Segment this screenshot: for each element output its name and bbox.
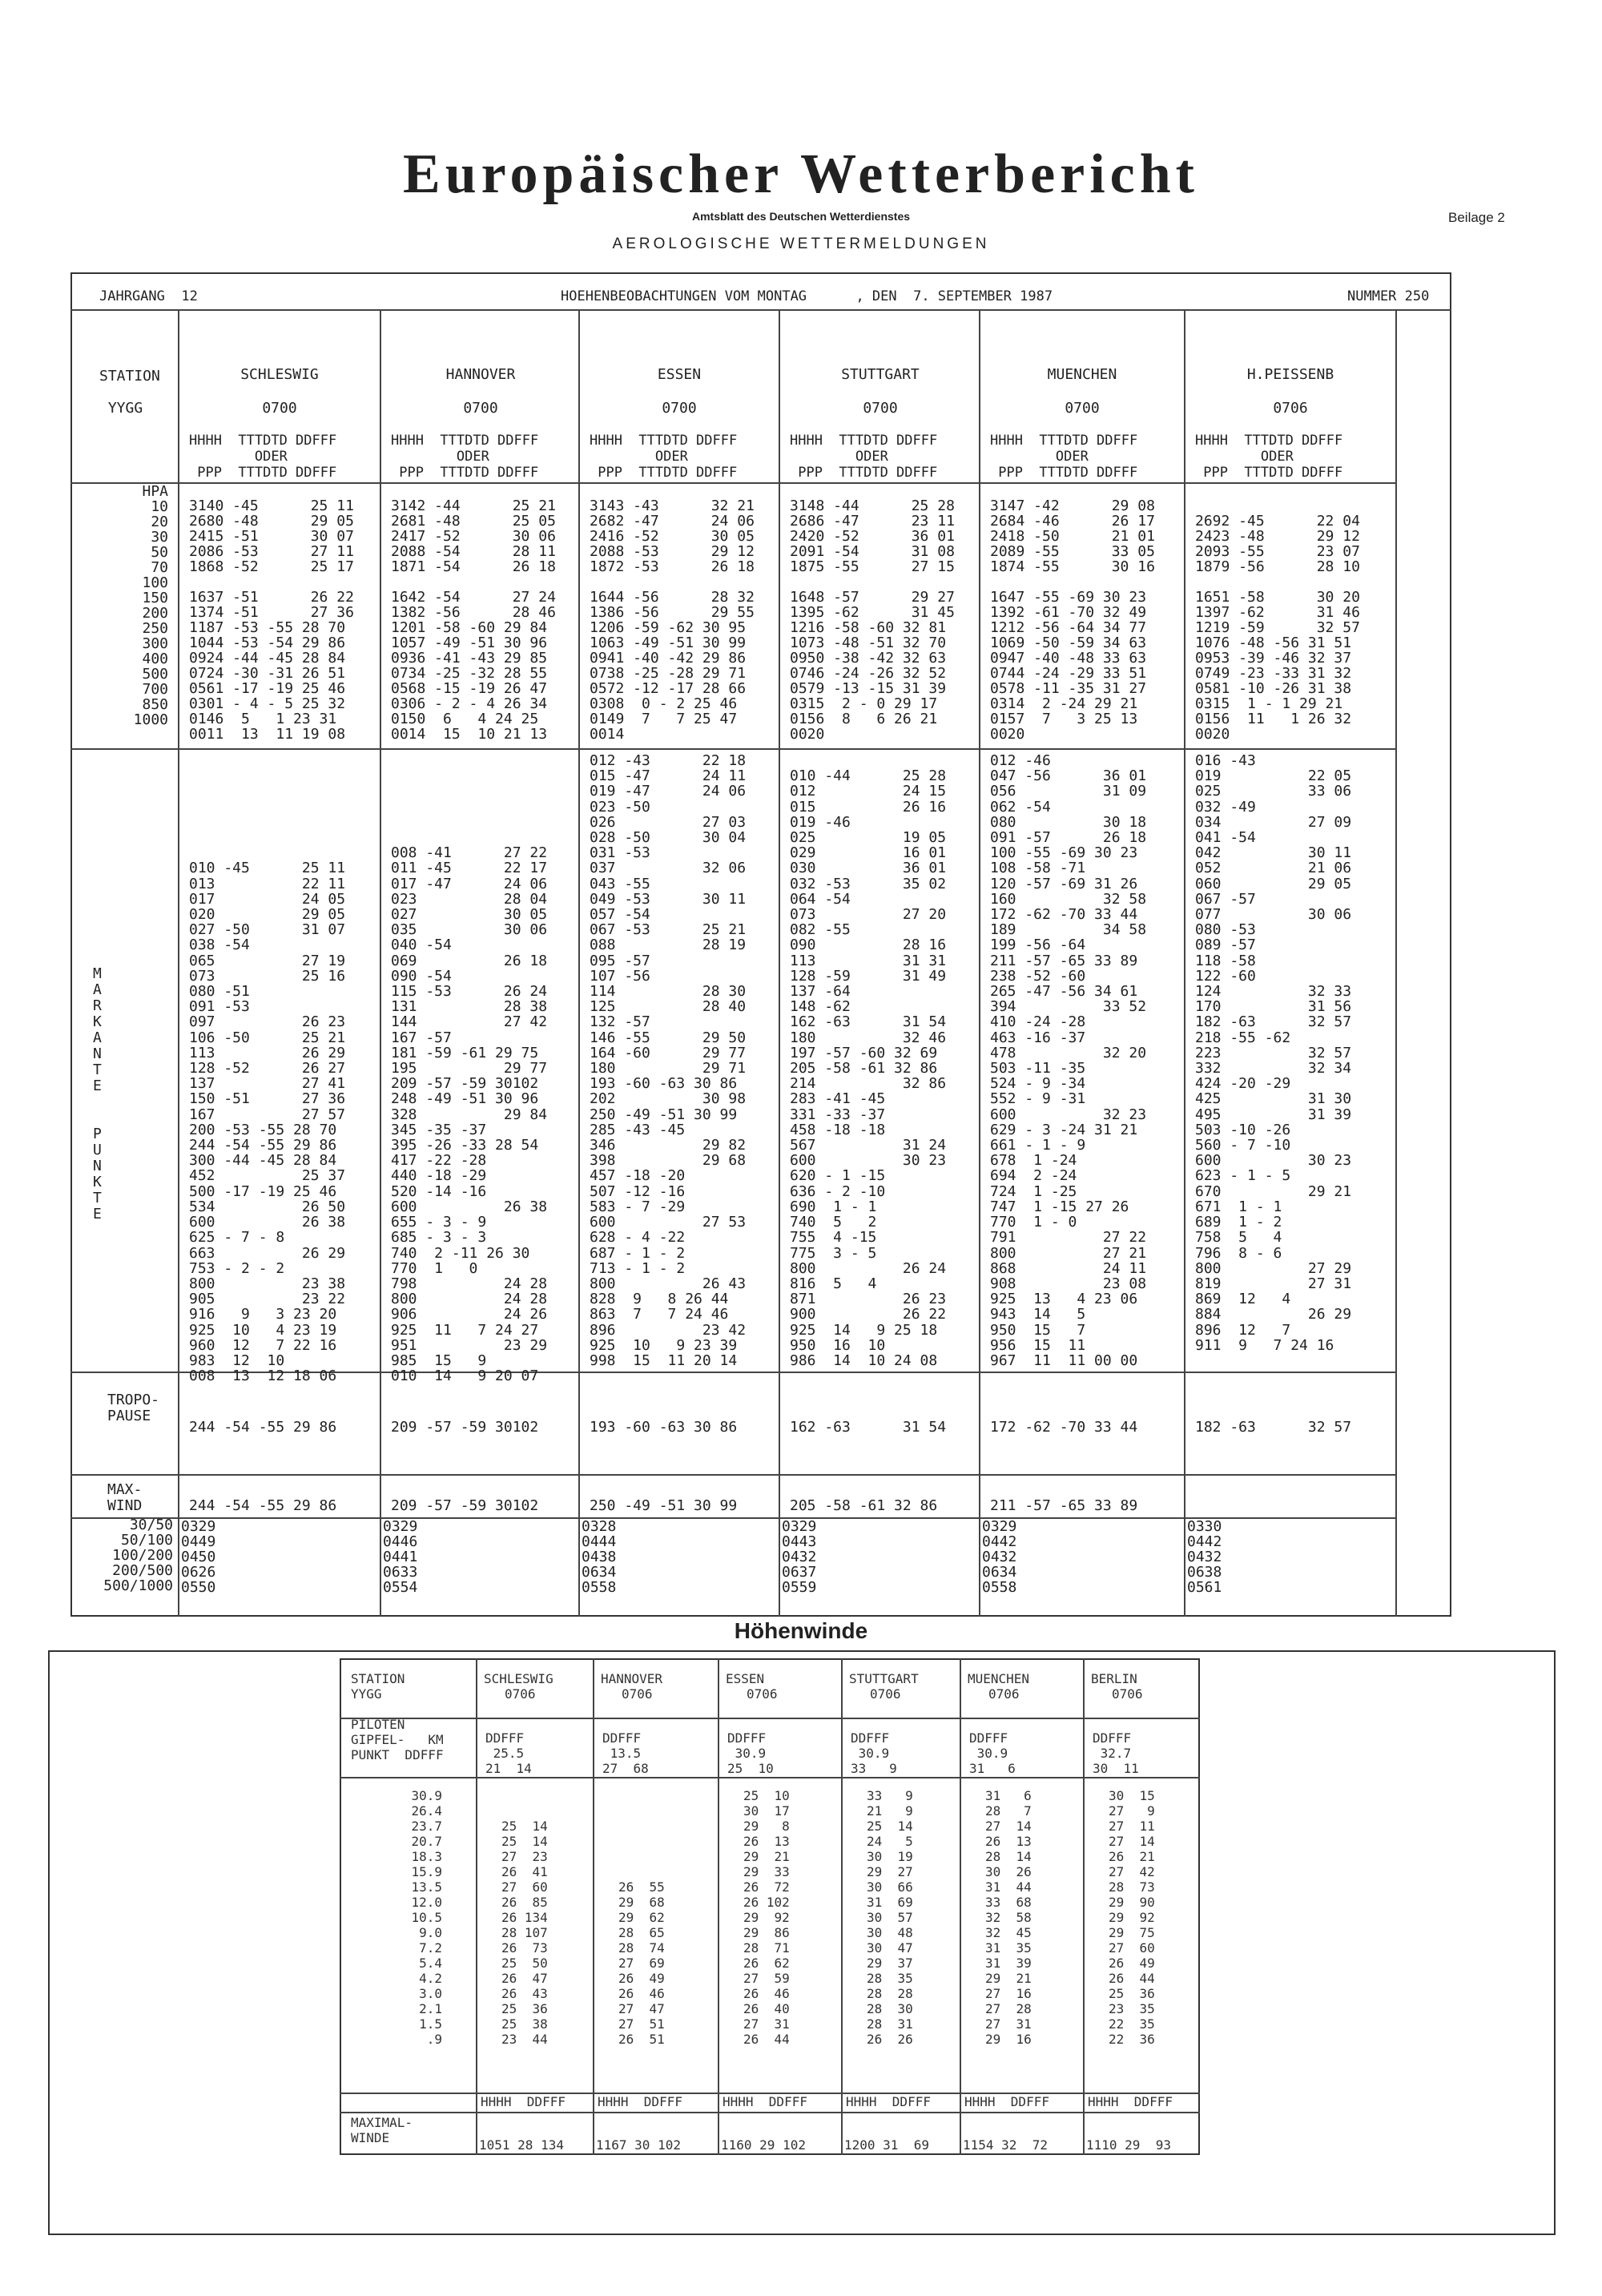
standard-levels: 3148 -44 25 28 2686 -47 23 11 2420 -52 36 01 2091 -54 31 08 1875 -55 27 15 1648 -57 29 27 1395 -62 31 45 1216 -58 -60 32 81 1073 -48 -51 32 70 0950 -38 -42 32 63 0746 -24 -26 32 52 0579 -13 -15 31 39 0315 2 - 0 29 17 0156 8 6 26 21 0020	[790, 497, 955, 743]
station-time: 0700	[262, 400, 297, 417]
hw-station-time: 0706	[622, 1686, 653, 1702]
shear-labels: 30/50 50/100 100/200 200/500 500/1000	[103, 1517, 173, 1594]
hw-gipfel: DDFFF 13.5 27 68	[602, 1730, 649, 1776]
hw-station-time: 0706	[747, 1686, 778, 1702]
hw-maxwind-header: HHHH DDFFF	[481, 2094, 566, 2109]
beilage-label: Beilage 2	[1448, 210, 1505, 225]
station-time: 0706	[1273, 400, 1308, 417]
hpa-levels: HPA 10 20 30 50 70 100 150 200 250 300 400 500 700 850 1000	[133, 483, 168, 728]
column-header: HHHH TTTDTD DDFFF ODER PPP TTTDTD DDFFF	[391, 433, 539, 481]
column-header: HHHH TTTDTD DDFFF ODER PPP TTTDTD DDFFF	[990, 433, 1138, 481]
jahrgang: JAHRGANG 12	[99, 288, 198, 304]
hw-values: 25 10 30 17 29 8 26 13 29 21 29 33 26 72 26 102 29 92 29 86 28 71 26 62 27 59 26 46 26 40 27 31 26 44	[743, 1788, 790, 2047]
hw-station-name: ESSEN	[726, 1671, 765, 1686]
hw-heights: 30.9 26.4 23.7 20.7 18.3 15.9 13.5 12.0 10.5 9.0 7.2 5.4 4.2 3.0 2.1 1.5 .9	[411, 1788, 442, 2047]
maxwind-values: 209 -57 -59 30102	[391, 1497, 539, 1514]
issue-number: NUMMER 250	[1347, 288, 1430, 304]
hw-maxwind-header: HHHH DDFFF	[846, 2094, 931, 2109]
hw-station-name: STUTTGART	[849, 1671, 919, 1686]
section-title: AEROLOGISCHE WETTERMELDUNGEN	[612, 236, 990, 252]
hw-station-name: HANNOVER	[601, 1671, 663, 1686]
hw-station-time: 0706	[1112, 1686, 1143, 1702]
wind-shear-values: 0329 0446 0441 0633 0554	[383, 1518, 418, 1596]
column-header: HHHH TTTDTD DDFFF ODER PPP TTTDTD DDFFF	[790, 433, 938, 481]
hw-maxwind-values: 1154 32 72	[963, 2137, 1048, 2153]
wind-shear-values: 0329 0442 0432 0634 0558	[982, 1518, 1017, 1596]
station-time: 0700	[662, 400, 697, 417]
significant-levels: 008 -41 27 22 011 -45 22 17 017 -47 24 06 023 28 04 027 30 05 035 30 06 040 -54 069 26 18 090 -54 115 -53 26 24 131 28 38 144 27 42 167 -57 181 -59 -61 29 75 195 29 77 209 -57 -59 30102 248 -49 -51 30 96 328 29 84 345 -35 -37 395 -26 -33 28 54 417 -22 -28 440 -18 -29 520 -14 -16 600 26 38 655 - 3 - 9 685 - 3 - 3 740 2 -11 26 30 770 1 0 798 24 28 800 24 28 906 24 26 925 11 7 24 27 951 23 29 985 15 9 010 14 9 20 07	[391, 844, 548, 1385]
observation-date: HOEHENBEOBACHTUNGEN VOM MONTAG , DEN 7. SEPTEMBER 1987	[561, 288, 1053, 304]
hw-values: 25 14 25 14 27 23 26 41 27 60 26 85 26 134 28 107 26 73 25 50 26 47 26 43 25 36 25 38 23 44	[501, 1819, 548, 2047]
hw-maxwind-values: 1167 30 102	[596, 2137, 681, 2153]
maxwind-values: 250 -49 -51 30 99	[590, 1497, 738, 1514]
hw-maxwind-label: MAXIMAL- WINDE	[351, 2115, 413, 2145]
hw-values: 30 15 27 9 27 11 27 14 26 21 27 42 28 73 29 90 29 92 29 75 27 60 26 49 26 44 25 36 23 35 22 35 22 36	[1109, 1788, 1155, 2047]
station-time: 0700	[463, 400, 498, 417]
station-name: SCHLESWIG	[240, 366, 319, 383]
hw-values: 31 6 28 7 27 14 26 13 28 14 30 26 31 44 33 68 32 58 32 45 31 35 31 39 29 21 27 16 27 28 27 31 29 16	[985, 1788, 1032, 2047]
hw-label-column: STATION YYGG PILOTEN GIPFEL- KM PUNKT DDFFF	[351, 1671, 444, 1762]
maxwind-label: MAX- WIND	[107, 1481, 143, 1514]
page-title: Europäischer Wetterbericht	[403, 143, 1199, 205]
station-name: MUENCHEN	[1047, 366, 1117, 383]
maxwind-values: 211 -57 -65 33 89	[990, 1497, 1138, 1514]
standard-levels: 3142 -44 25 21 2681 -48 25 05 2417 -52 30 06 2088 -54 28 11 1871 -54 26 18 1642 -54 27 24 1382 -56 28 46 1201 -58 -60 29 84 1057 -49 -51 30 96 0936 -41 -43 29 85 0734 -25 -32 28 55 0568 -15 -19 26 47 0306 - 2 - 4 26 34 0150 6 4 24 25 0014 15 10 21 13	[391, 497, 556, 743]
maxwind-values: 244 -54 -55 29 86	[189, 1497, 337, 1514]
hw-gipfel: DDFFF 30.9 25 10	[727, 1730, 774, 1776]
tropopause-values: 172 -62 -70 33 44	[990, 1419, 1138, 1436]
hw-maxwind-values: 1200 31 69	[844, 2137, 929, 2153]
standard-levels: 2692 -45 22 04 2423 -48 29 12 2093 -55 23 07 1879 -56 28 10 1651 -58 30 20 1397 -62 31 46 1219 -59 32 57 1076 -48 -56 31 51 0953 -39 -46 32 37 0749 -23 -33 31 32 0581 -10 -26 31 38 0315 1 - 1 29 21 0156 11 1 26 32 0020	[1195, 513, 1360, 743]
tropopause-values: 209 -57 -59 30102	[391, 1419, 539, 1436]
hw-gipfel: DDFFF 30.9 31 6	[969, 1730, 1016, 1776]
hw-gipfel: DDFFF 25.5 21 14	[485, 1730, 532, 1776]
column-header: HHHH TTTDTD DDFFF ODER PPP TTTDTD DDFFF	[1195, 433, 1343, 481]
hw-gipfel: DDFFF 30.9 33 9	[851, 1730, 897, 1776]
significant-levels: 012 -46 047 -56 36 01 056 31 09 062 -54 080 30 18 091 -57 26 18 100 -55 -69 30 23 108 -58 -71 120 -57 -69 31 26 160 32 58 172 -62 -70 33 44 189 34 58 199 -56 -64 211 -57 -65 33 89 238 -52 -60 265 -47 -56 34 61 394 33 52 410 -24 -28 463 -16 -37 478 32 20 503 -11 -35 524 - 9 -34 552 - 9 -31 600 32 23 629 - 3 -24 31 21 661 - 1 - 9 678 1 -24 694 2 -24 724 1 -25 747 1 -15 27 26 770 1 - 0 791 27 22 800 27 21 868 24 11 908 23 08 925 13 4 23 06 943 14 5 950 15 7 956 15 11 967 11 11 00 00	[990, 752, 1147, 1369]
tropopause-values: 182 -63 32 57	[1195, 1419, 1352, 1436]
hw-station-time: 0706	[870, 1686, 901, 1702]
tropopause-values: 162 -63 31 54	[790, 1419, 947, 1436]
standard-levels: 3143 -43 32 21 2682 -47 24 06 2416 -52 30 05 2088 -53 29 12 1872 -53 26 18 1644 -56 28 32 1386 -56 29 55 1206 -59 -62 30 95 1063 -49 -51 30 99 0941 -40 -42 29 86 0738 -25 -28 29 71 0572 -12 -17 28 66 0308 0 - 2 25 46 0149 7 7 25 47 0014	[590, 497, 755, 743]
hw-station-name: BERLIN	[1091, 1671, 1137, 1686]
hw-station-name: MUENCHEN	[968, 1671, 1030, 1686]
station-name: STUTTGART	[841, 366, 920, 383]
station-name: ESSEN	[657, 366, 702, 383]
hw-values: 33 9 21 9 25 14 24 5 30 19 29 27 30 66 31 69 30 57 30 48 30 47 29 37 28 35 28 28 28 30 28 31 26 26	[867, 1788, 913, 2047]
page-subtitle: Amtsblatt des Deutschen Wetterdienstes	[691, 210, 911, 223]
maxwind-values: 205 -58 -61 32 86	[790, 1497, 938, 1514]
hw-maxwind-header: HHHH DDFFF	[964, 2094, 1049, 2109]
hw-gipfel: DDFFF 32.7 30 11	[1093, 1730, 1139, 1776]
station-name: HANNOVER	[445, 366, 516, 383]
wind-shear-values: 0328 0444 0438 0634 0558	[582, 1518, 617, 1596]
hw-maxwind-values: 1160 29 102	[721, 2137, 806, 2153]
column-header: HHHH TTTDTD DDFFF ODER PPP TTTDTD DDFFF	[189, 433, 337, 481]
station-label: STATION YYGG	[99, 368, 160, 417]
significant-levels: 010 -45 25 11 013 22 11 017 24 05 020 29 05 027 -50 31 07 038 -54 065 27 19 073 25 16 080 -51 091 -53 097 26 23 106 -50 25 21 113 26 29 128 -52 26 27 137 27 41 150 -51 27 36 167 27 57 200 -53 -55 28 70 244 -54 -55 29 86 300 -44 -45 28 84 452 25 37 500 -17 -19 25 46 534 26 50 600 26 38 625 - 7 - 8 663 26 29 753 - 2 - 2 800 23 38 905 23 22 916 9 3 23 20 925 10 4 23 19 960 12 7 22 16 983 12 10 008 13 12 18 06	[189, 860, 346, 1385]
station-time: 0700	[863, 400, 898, 417]
hw-maxwind-header: HHHH DDFFF	[1088, 2094, 1173, 2109]
significant-levels: 016 -43 019 22 05 025 33 06 032 -49 034 27 09 041 -54 042 30 11 052 21 06 060 29 05 067 -57 077 30 06 080 -53 089 -57 118 -58 122 -60 124 32 33 170 31 56 182 -63 32 57 218 -55 -62 223 32 57 332 32 34 424 -20 -29 425 31 30 495 31 39 503 -10 -26 560 - 7 -10 600 30 23 623 - 1 - 5 670 29 21 671 1 - 1 689 1 - 2 758 5 4 796 8 - 6 800 27 29 819 27 31 869 12 4 884 26 29 896 12 7 911 9 7 24 16	[1195, 752, 1352, 1354]
hw-maxwind-header: HHHH DDFFF	[723, 2094, 807, 2109]
hw-values: 26 55 29 68 29 62 28 65 28 74 27 69 26 49 26 46 27 47 27 51 26 51	[618, 1879, 665, 2047]
significant-levels: 012 -43 22 18 015 -47 24 11 019 -47 24 06 023 -50 026 27 03 028 -50 30 04 031 -53 037 32 06 043 -55 049 -53 30 11 057 -54 067 -53 25 21 088 28 19 095 -57 107 -56 114 28 30 125 28 40 132 -57 146 -55 29 50 164 -60 29 77 180 29 71 193 -60 -63 30 86 202 30 98 250 -49 -51 30 99 285 -43 -45 346 29 82 398 29 68 457 -18 -20 507 -12 -16 583 - 7 -29 600 27 53 628 - 4 -22 687 - 1 - 2 713 - 1 - 2 800 26 43 828 9 8 26 44 863 7 7 24 46 896 23 42 925 10 9 23 39 998 15 11 20 14	[590, 752, 747, 1369]
significant-levels: 010 -44 25 28 012 24 15 015 26 16 019 -46 025 19 05 029 16 01 030 36 01 032 -53 35 02 064 -54 073 27 20 082 -55 090 28 16 113 31 31 128 -59 31 49 137 -64 148 -62 162 -63 31 54 180 32 46 197 -57 -60 32 69 205 -58 -61 32 86 214 32 86 283 -41 -45 331 -33 -37 458 -18 -18 567 31 24 600 30 23 620 - 1 -15 636 - 2 -10 690 1 - 1 740 5 2 755 4 -15 775 3 - 5 800 26 24 816 5 4 871 26 23 900 26 22 925 14 9 25 18 950 16 10 986 14 10 24 08	[790, 767, 947, 1369]
hw-station-time: 0706	[505, 1686, 536, 1702]
hw-maxwind-values: 1110 29 93	[1086, 2137, 1171, 2153]
wind-shear-values: 0329 0449 0450 0626 0550	[181, 1518, 216, 1596]
tropopause-values: 244 -54 -55 29 86	[189, 1419, 337, 1436]
hw-station-time: 0706	[988, 1686, 1020, 1702]
standard-levels: 3140 -45 25 11 2680 -48 29 05 2415 -51 30 07 2086 -53 27 11 1868 -52 25 17 1637 -51 26 22 1374 -51 27 36 1187 -53 -55 28 70 1044 -53 -54 29 86 0924 -44 -45 28 84 0724 -30 -31 26 51 0561 -17 -19 25 46 0301 - 4 - 5 25 32 0146 5 1 23 31 0011 13 11 19 08	[189, 497, 354, 743]
hw-maxwind-header: HHHH DDFFF	[598, 2094, 682, 2109]
side-label-markante-punkte: M A R K A N T E P U N K T E	[93, 965, 102, 1223]
standard-levels: 3147 -42 29 08 2684 -46 26 17 2418 -50 21 01 2089 -55 33 05 1874 -55 30 16 1647 -55 -69 30 23 1392 -61 -70 32 49 1212 -56 -64 34 77 1069 -50 -59 34 63 0947 -40 -48 33 63 0744 -24 -29 33 51 0578 -11 -35 31 27 0314 2 -24 29 21 0157 7 3 25 13 0020	[990, 497, 1155, 743]
station-time: 0700	[1065, 400, 1100, 417]
tropopause-label: TROPO- PAUSE	[107, 1392, 160, 1424]
column-header: HHHH TTTDTD DDFFF ODER PPP TTTDTD DDFFF	[590, 433, 738, 481]
wind-shear-values: 0330 0442 0432 0638 0561	[1187, 1518, 1222, 1596]
hw-station-name: SCHLESWIG	[484, 1671, 553, 1686]
hoehenwinde-title: Höhenwinde	[734, 1618, 868, 1643]
wind-shear-values: 0329 0443 0432 0637 0559	[782, 1518, 817, 1596]
station-name: H.PEISSENB	[1246, 366, 1334, 383]
tropopause-values: 193 -60 -63 30 86	[590, 1419, 738, 1436]
hw-maxwind-values: 1051 28 134	[479, 2137, 564, 2153]
